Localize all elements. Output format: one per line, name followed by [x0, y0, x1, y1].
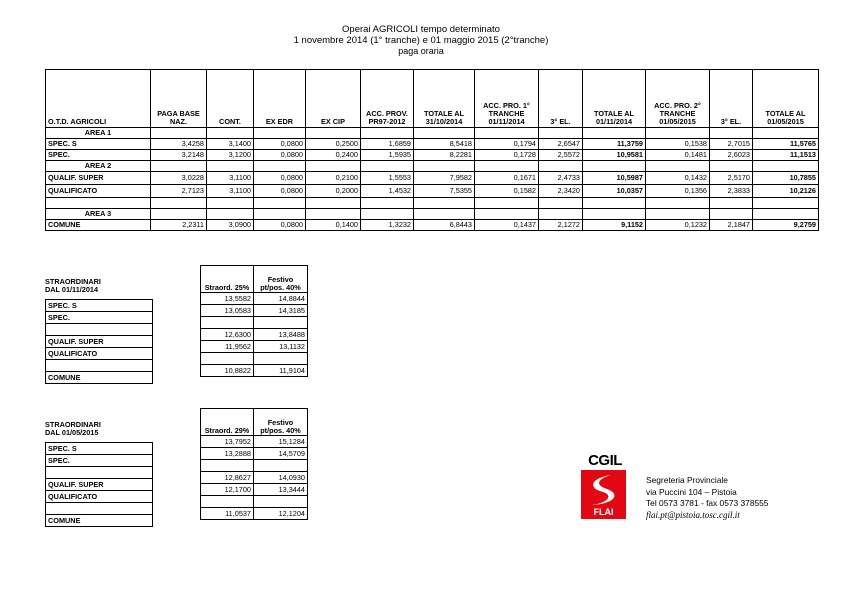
empty-cell	[306, 161, 361, 172]
header-cell: PAGA BASE NAZ.	[151, 70, 207, 128]
empty-cell	[539, 161, 583, 172]
value-cell: 12,6300	[201, 329, 254, 341]
blank-row	[46, 198, 819, 209]
empty-cell	[710, 161, 753, 172]
empty-cell	[710, 128, 753, 139]
overtime-value-row	[201, 436, 308, 448]
overtime-value-row	[201, 484, 308, 496]
overtime-label-row	[46, 312, 153, 324]
row-label: SPEC. S	[46, 300, 153, 312]
empty-cell	[414, 161, 475, 172]
value-cell	[254, 353, 308, 365]
overtime-value-row	[201, 353, 308, 365]
value-cell: 0,2400	[306, 150, 361, 161]
hourly-pay-table	[45, 69, 819, 231]
table-header-row	[46, 70, 819, 128]
value-cell: 2,2311	[151, 220, 207, 231]
value-cell: 2,3420	[539, 185, 583, 198]
value-cell: 2,7123	[151, 185, 207, 198]
table-row	[46, 220, 819, 231]
value-cell: 2,6023	[710, 150, 753, 161]
value-cell: 13,2888	[201, 448, 254, 460]
empty-cell	[254, 161, 306, 172]
overtime-label-row	[46, 324, 153, 336]
value-cell: 3,0900	[207, 220, 254, 231]
value-cell: 12,8627	[201, 472, 254, 484]
empty-cell	[710, 198, 753, 209]
value-cell: 10,0357	[583, 185, 646, 198]
empty-cell	[539, 209, 583, 220]
header-cell: CONT.	[207, 70, 254, 128]
empty-cell	[583, 198, 646, 209]
row-label: COMUNE	[46, 372, 153, 384]
document-subtitle: 1 novembre 2014 (1° tranche) e 01 maggio 2015 (2°tranche)	[293, 35, 549, 46]
header-cell: ACC. PROV. PR97-2012	[361, 70, 414, 128]
header-cell: TOTALE AL 01/11/2014	[583, 70, 646, 128]
empty-cell	[646, 161, 710, 172]
header-cell: Straord. 25%	[201, 266, 254, 293]
empty-cell	[207, 198, 254, 209]
empty-cell	[475, 128, 539, 139]
value-cell: 11,9562	[201, 341, 254, 353]
header-cell: EX CIP	[306, 70, 361, 128]
empty-cell	[646, 209, 710, 220]
empty-cell	[539, 128, 583, 139]
value-cell: 0,1437	[475, 220, 539, 231]
value-cell: 2,5170	[710, 172, 753, 185]
overtime-header-row	[201, 409, 308, 436]
area-row	[46, 161, 819, 172]
value-cell: 2,1847	[710, 220, 753, 231]
overtime-value-row	[201, 329, 308, 341]
value-cell: 0,2500	[306, 139, 361, 150]
area-label: AREA 3	[46, 209, 151, 220]
value-cell: 3,1100	[207, 172, 254, 185]
empty-cell	[414, 128, 475, 139]
header-cell: Festivo pt/pos. 40%	[254, 266, 308, 293]
address-line: Segreteria Provinciale	[646, 475, 728, 485]
empty-cell	[361, 209, 414, 220]
value-cell: 10,7855	[753, 172, 819, 185]
value-cell: 14,8844	[254, 293, 308, 305]
overtime-value-row	[201, 496, 308, 508]
value-cell: 13,5582	[201, 293, 254, 305]
value-cell	[254, 317, 308, 329]
empty-cell	[583, 161, 646, 172]
value-cell: 0,1728	[475, 150, 539, 161]
overtime-value-row	[201, 508, 308, 520]
value-cell: 10,5987	[583, 172, 646, 185]
header-cell: O.T.D. AGRICOLI	[46, 70, 151, 128]
value-cell: 0,0800	[254, 172, 306, 185]
empty-cell	[753, 161, 819, 172]
overtime-label-row	[46, 348, 153, 360]
area-label: AREA 2	[46, 161, 151, 172]
empty-cell	[254, 198, 306, 209]
overtime-label-row	[46, 455, 153, 467]
header-cell: ACC. PRO. 2° TRANCHE 01/05/2015	[646, 70, 710, 128]
row-label	[46, 360, 153, 372]
overtime-title-date: DAL 01/11/2014	[45, 285, 99, 294]
empty-cell	[361, 198, 414, 209]
value-cell: 0,0800	[254, 139, 306, 150]
value-cell: 10,8822	[201, 365, 254, 377]
header-cell: TOTALE AL 31/10/2014	[414, 70, 475, 128]
value-cell: 3,1200	[207, 150, 254, 161]
area-row	[46, 209, 819, 220]
overtime-label-row	[46, 372, 153, 384]
value-cell: 2,6547	[539, 139, 583, 150]
value-cell: 1,5553	[361, 172, 414, 185]
value-cell: 3,1400	[207, 139, 254, 150]
row-label: QUALIFICATO	[46, 491, 153, 503]
overtime-2015-labels	[45, 442, 153, 527]
empty-cell	[361, 128, 414, 139]
empty-cell	[361, 161, 414, 172]
empty-cell	[475, 198, 539, 209]
value-cell: 14,5709	[254, 448, 308, 460]
header-cell: 3° EL.	[539, 70, 583, 128]
row-label: QUALIF. SUPER	[46, 336, 153, 348]
value-cell: 13,8488	[254, 329, 308, 341]
empty-cell	[414, 209, 475, 220]
value-cell: 7,5355	[414, 185, 475, 198]
value-cell: 0,2000	[306, 185, 361, 198]
overtime-2014-title	[45, 278, 101, 294]
address-line: via Puccini 104 – Pistoia	[646, 486, 737, 497]
overtime-title-date: DAL 01/05/2015	[45, 428, 99, 437]
swoosh-icon	[581, 470, 626, 508]
contact-address	[646, 475, 768, 521]
empty-cell	[583, 209, 646, 220]
table-row	[46, 185, 819, 198]
overtime-value-row	[201, 472, 308, 484]
overtime-2015-values	[200, 408, 308, 520]
overtime-2014-labels	[45, 299, 153, 384]
value-cell	[201, 496, 254, 508]
overtime-header-row	[201, 266, 308, 293]
row-label: QUALIF. SUPER	[46, 479, 153, 491]
row-label: SPEC. S	[46, 139, 151, 150]
value-cell: 2,1272	[539, 220, 583, 231]
row-label: QUALIFICATO	[46, 348, 153, 360]
header-cell: TOTALE AL 01/05/2015	[753, 70, 819, 128]
value-cell	[201, 460, 254, 472]
empty-cell	[254, 209, 306, 220]
value-cell: 3,4258	[151, 139, 207, 150]
value-cell: 0,1671	[475, 172, 539, 185]
value-cell: 10,2126	[753, 185, 819, 198]
overtime-value-row	[201, 341, 308, 353]
value-cell	[201, 317, 254, 329]
table-row	[46, 172, 819, 185]
row-label: SPEC. S	[46, 443, 153, 455]
overtime-label-row	[46, 503, 153, 515]
empty-cell	[753, 128, 819, 139]
value-cell: 1,4532	[361, 185, 414, 198]
value-cell: 0,1538	[646, 139, 710, 150]
value-cell: 0,1432	[646, 172, 710, 185]
value-cell: 0,0800	[254, 220, 306, 231]
table-row	[46, 150, 819, 161]
overtime-label-row	[46, 479, 153, 491]
value-cell: 0,1481	[646, 150, 710, 161]
value-cell: 2,3833	[710, 185, 753, 198]
empty-cell	[539, 198, 583, 209]
value-cell: 2,5572	[539, 150, 583, 161]
empty-cell	[710, 209, 753, 220]
empty-cell	[207, 128, 254, 139]
value-cell	[254, 460, 308, 472]
value-cell: 11,5765	[753, 139, 819, 150]
overtime-label-row	[46, 467, 153, 479]
empty-cell	[151, 209, 207, 220]
value-cell: 3,1100	[207, 185, 254, 198]
value-cell: 3,0228	[151, 172, 207, 185]
logo-red-box	[581, 470, 626, 519]
value-cell: 9,2759	[753, 220, 819, 231]
email-link[interactable]: flai.pt@pistoia.tosc.cgil.it	[646, 509, 740, 520]
empty-cell	[475, 161, 539, 172]
value-cell: 0,0800	[254, 150, 306, 161]
empty-cell	[151, 128, 207, 139]
empty-cell	[583, 128, 646, 139]
row-label: COMUNE	[46, 515, 153, 527]
empty-cell	[46, 198, 151, 209]
value-cell: 13,7952	[201, 436, 254, 448]
value-cell: 6,8443	[414, 220, 475, 231]
value-cell: 13,3444	[254, 484, 308, 496]
address-line: Tel 0573 3781 - fax 0573 378555	[646, 498, 769, 508]
document-caption: paga oraria	[398, 46, 444, 56]
row-label: COMUNE	[46, 220, 151, 231]
value-cell: 0,1232	[646, 220, 710, 231]
overtime-2014-values	[200, 265, 308, 377]
value-cell: 11,9104	[254, 365, 308, 377]
area-label: AREA 1	[46, 128, 151, 139]
row-label: QUALIF. SUPER	[46, 172, 151, 185]
value-cell: 13,1132	[254, 341, 308, 353]
value-cell: 12,1700	[201, 484, 254, 496]
value-cell: 1,6859	[361, 139, 414, 150]
empty-cell	[306, 198, 361, 209]
header-cell: 3° EL.	[710, 70, 753, 128]
empty-cell	[414, 198, 475, 209]
logo-text-cgil: CGIL	[588, 452, 622, 469]
value-cell: 11,3759	[583, 139, 646, 150]
area-row	[46, 128, 819, 139]
row-label	[46, 324, 153, 336]
row-label: SPEC.	[46, 312, 153, 324]
overtime-label-row	[46, 300, 153, 312]
value-cell: 10,9581	[583, 150, 646, 161]
empty-cell	[475, 209, 539, 220]
overtime-title-line: STRAORDINARI	[45, 277, 101, 286]
value-cell: 0,2100	[306, 172, 361, 185]
overtime-value-row	[201, 460, 308, 472]
empty-cell	[646, 198, 710, 209]
value-cell: 11,0537	[201, 508, 254, 520]
overtime-title-line: STRAORDINARI	[45, 420, 101, 429]
value-cell: 7,9582	[414, 172, 475, 185]
value-cell: 9,1152	[583, 220, 646, 231]
overtime-value-row	[201, 317, 308, 329]
empty-cell	[207, 161, 254, 172]
empty-cell	[646, 128, 710, 139]
empty-cell	[151, 198, 207, 209]
value-cell: 2,4733	[539, 172, 583, 185]
overtime-value-row	[201, 365, 308, 377]
value-cell: 14,3185	[254, 305, 308, 317]
document-title: Operai AGRICOLI tempo determinato	[342, 24, 500, 35]
value-cell: 2,7015	[710, 139, 753, 150]
value-cell: 11,1513	[753, 150, 819, 161]
empty-cell	[151, 161, 207, 172]
value-cell: 3,2148	[151, 150, 207, 161]
value-cell	[201, 353, 254, 365]
header-cell: Festivo pt/pos. 40%	[254, 409, 308, 436]
empty-cell	[207, 209, 254, 220]
overtime-label-row	[46, 491, 153, 503]
overtime-2015-title	[45, 421, 101, 437]
value-cell: 0,1582	[475, 185, 539, 198]
empty-cell	[306, 128, 361, 139]
value-cell: 12,1204	[254, 508, 308, 520]
empty-cell	[753, 198, 819, 209]
value-cell: 0,1794	[475, 139, 539, 150]
value-cell: 1,5935	[361, 150, 414, 161]
value-cell: 8,2281	[414, 150, 475, 161]
empty-cell	[753, 209, 819, 220]
empty-cell	[254, 128, 306, 139]
overtime-label-row	[46, 443, 153, 455]
cgil-flai-logo	[581, 453, 629, 519]
value-cell: 15,1284	[254, 436, 308, 448]
value-cell: 0,1356	[646, 185, 710, 198]
value-cell: 13,0583	[201, 305, 254, 317]
header-cell: Straord. 29%	[201, 409, 254, 436]
row-label: SPEC.	[46, 455, 153, 467]
value-cell	[254, 496, 308, 508]
value-cell: 0,0800	[254, 185, 306, 198]
overtime-label-row	[46, 336, 153, 348]
overtime-label-row	[46, 360, 153, 372]
overtime-value-row	[201, 448, 308, 460]
value-cell: 8,5418	[414, 139, 475, 150]
overtime-value-row	[201, 293, 308, 305]
header-cell: ACC. PRO. 1° TRANCHE 01/11/2014	[475, 70, 539, 128]
value-cell: 1,3232	[361, 220, 414, 231]
value-cell: 14,0930	[254, 472, 308, 484]
overtime-value-row	[201, 305, 308, 317]
row-label: SPEC.	[46, 150, 151, 161]
overtime-label-row	[46, 515, 153, 527]
row-label	[46, 467, 153, 479]
header-cell: EX EDR	[254, 70, 306, 128]
logo-text-flai: FLAI	[593, 507, 614, 517]
row-label	[46, 503, 153, 515]
row-label: QUALIFICATO	[46, 185, 151, 198]
value-cell: 0,1400	[306, 220, 361, 231]
table-row	[46, 139, 819, 150]
empty-cell	[306, 209, 361, 220]
